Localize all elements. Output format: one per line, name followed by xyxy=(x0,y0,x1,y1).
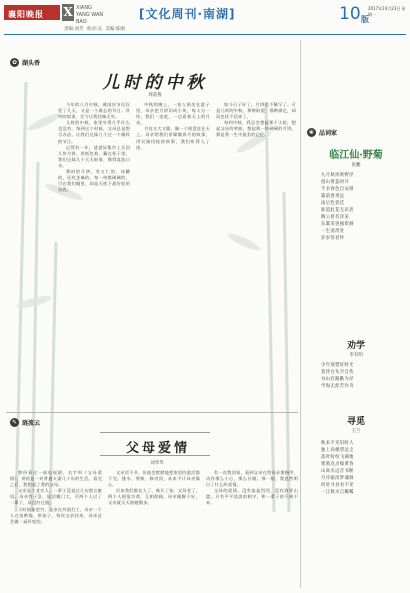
paragraph: 月亮又大又圆，像一个银盘挂在天上。母亲给我们讲嫦娥奔月的故事，讲吴刚伐桂的故事，我们听得入了迷。 xyxy=(136,126,210,150)
article2-title: 父母爱情 xyxy=(125,441,190,456)
poem-line: 独上高楼望远尘 xyxy=(321,448,354,453)
poem-line: 山高水远音书断 xyxy=(321,469,354,474)
paragraph: 每到中秋，我总会想起那个小院，想起父母的笑脸，想起那一块硬硬的月饼。那是我一生中最美的记忆。 xyxy=(216,120,296,138)
paragraph: 父亲话不多，但他会默默地把家里的重活都干完。挑水、劈柴、修房顶，从来不让母亲操心。 xyxy=(108,470,200,488)
paragraph: 那时的月饼，有五仁的、冰糖的，还有芝麻的。每一块都硬硬的，可在我们眼里，却是天底下最好吃的东西。 xyxy=(58,169,130,193)
flower-icon: ❀ xyxy=(308,129,315,136)
poem-line: 寒鸦点点噪黄昏 xyxy=(321,462,354,467)
paragraph: 父亲是个老实人，一辈子没说过几句甜言蜜语。母亲性子急，说话嗓门大，可两个人过了一辈子，从没红过脸。 xyxy=(10,488,102,506)
poem-line: 一江秋水自粼粼 xyxy=(321,490,354,495)
paragraph: 今年的八月中秋，离国庆节仅仅差了几天，又是一个难忘的节日。其中的故事，至今让我回味无穷。 xyxy=(58,102,130,120)
poetry-column xyxy=(303,42,406,587)
poem-line: 落叶纷纷飞满地 xyxy=(321,455,354,460)
column-divider xyxy=(300,40,301,588)
poem-line: 漫山黄蕊初开 xyxy=(321,180,350,185)
city-english: XIANG YANG WAN BAO xyxy=(76,5,104,25)
poem-line: 谁道此花无识者 xyxy=(321,208,354,213)
poem-line: 书山有路勤为径 xyxy=(321,377,354,382)
poem2-author: 李有明 xyxy=(349,353,363,358)
article2-tag-label: 琏流云 xyxy=(22,420,41,427)
paragraph: 曾经看过一部电视剧，名字叫《父母爱情》，讲的是一对普通夫妻几十年的生活。看完之后，我想起了我的父母。 xyxy=(10,470,102,488)
editor-credits: 责编:刘芳 校对:吴 美编:陈刚 xyxy=(64,27,125,32)
paragraph: 父母的爱情，没有轰轰烈烈，没有海誓山盟，只有平平淡淡的相守，和一辈子的不离不弃。 xyxy=(206,488,298,506)
article2-tag xyxy=(10,418,40,427)
poem-line: 莫待白头空自伤 xyxy=(321,370,354,375)
poem-line: 九月秋风吹野径 xyxy=(321,173,354,178)
page-number: 10 xyxy=(339,4,361,24)
article2-col1 xyxy=(10,470,102,588)
x-mark: X xyxy=(63,5,73,19)
poem-line: 月冷霜清梦魂频 xyxy=(321,476,354,481)
paragraph: 儿时的中秋，家里穷得几乎什么也没有。每到这个时候，父母总是想尽办法，让我们兄妹几个过一个像样的节日。 xyxy=(58,120,130,144)
poem1-tag xyxy=(307,128,337,137)
paragraph: 中秋的晚上，一家人围坐在院子里，母亲把月饼切成小块，每人分一块。我们一边吃，一边看着天上的月亮。 xyxy=(136,102,210,126)
article1-tag xyxy=(10,58,40,67)
poem2-body xyxy=(321,362,401,390)
article2-author: 刘华华 xyxy=(150,461,164,466)
poem1-tag-label: 品词家 xyxy=(319,130,338,137)
poem-line: 陶公曾有诗来 xyxy=(321,215,350,220)
logo xyxy=(4,5,60,20)
poem3-title: 寻觅 xyxy=(346,417,365,427)
poem-line: 秋来不见旧时人 xyxy=(321,441,354,446)
issue-date: 2017年10月23日 星期一 xyxy=(368,6,406,17)
poem1-body xyxy=(321,172,401,242)
paragraph: 有一次我回家，看到父亲在给母亲剪指甲，动作那么小心，那么仔细。那一刻，我忽然明白了什么叫爱情。 xyxy=(206,470,298,488)
poem-line: 霜前香更远 xyxy=(321,194,345,199)
article1-author: 周前鲁 xyxy=(148,93,162,98)
paragraph: 记得有一年，爸爸从集市上买回几块月饼，用纸包着，藏在柜子里。我们兄妹几个天天盼着，馋得直流口水。 xyxy=(58,144,130,168)
paragraph: 后来我们都长大了，离开了家。父母老了，两个人相依为命，互相照顾。母亲腿脚不好，父亲就天天陪她散步。 xyxy=(108,488,200,506)
section-divider xyxy=(6,412,298,413)
poem-line: 雨后色犹佳 xyxy=(321,201,345,206)
poem-line: 少年须惜好时光 xyxy=(321,363,354,368)
poem1-title: 临江仙·野菊 xyxy=(329,150,383,161)
leaf-icon: ✿ xyxy=(11,59,18,66)
top-rule xyxy=(4,34,406,35)
poem3-author: 王兰 xyxy=(351,429,361,434)
article2-col2 xyxy=(108,470,200,588)
paragraph: 小时候家里穷，父亲在外面打工，母亲一个人在家种地、带孩子。每次父亲回来，母亲总会做一桌好吃的。 xyxy=(10,506,102,524)
masthead xyxy=(4,2,406,36)
page-unit: 版 xyxy=(361,15,369,24)
poem-line: 何处寻君君不见 xyxy=(321,483,354,488)
poem2-title: 劝学 xyxy=(346,341,365,351)
article1-col1 xyxy=(58,102,130,407)
article1-tag-label: 湖头香 xyxy=(22,60,41,67)
logo-text: 襄阳晚报 xyxy=(8,10,44,19)
article2-col3 xyxy=(206,470,298,588)
article1-col2 xyxy=(136,102,210,407)
poem-line: 不争春色自安排 xyxy=(321,187,354,192)
quill-icon: ✎ xyxy=(11,419,18,426)
article1-title: 儿时的中秋 xyxy=(102,73,208,93)
poem1-author: 张鹏 xyxy=(351,163,361,168)
poem-line: 一生清淡处 xyxy=(321,229,345,234)
poem-line: 学海无涯苦作舟 xyxy=(321,384,354,389)
poem-line: 岁岁待君怀 xyxy=(321,236,345,241)
section-title: [文化周刊·南湖] xyxy=(139,7,236,21)
poem-line: 东篱采罢独徘徊 xyxy=(321,222,354,227)
paragraph: 如今日子好了，月饼也不稀罕了。可是儿时的中秋，那种盼望，那种满足，却再也找不回来了。 xyxy=(216,102,296,120)
poem3-body xyxy=(321,440,401,496)
article1-col3 xyxy=(216,102,296,407)
